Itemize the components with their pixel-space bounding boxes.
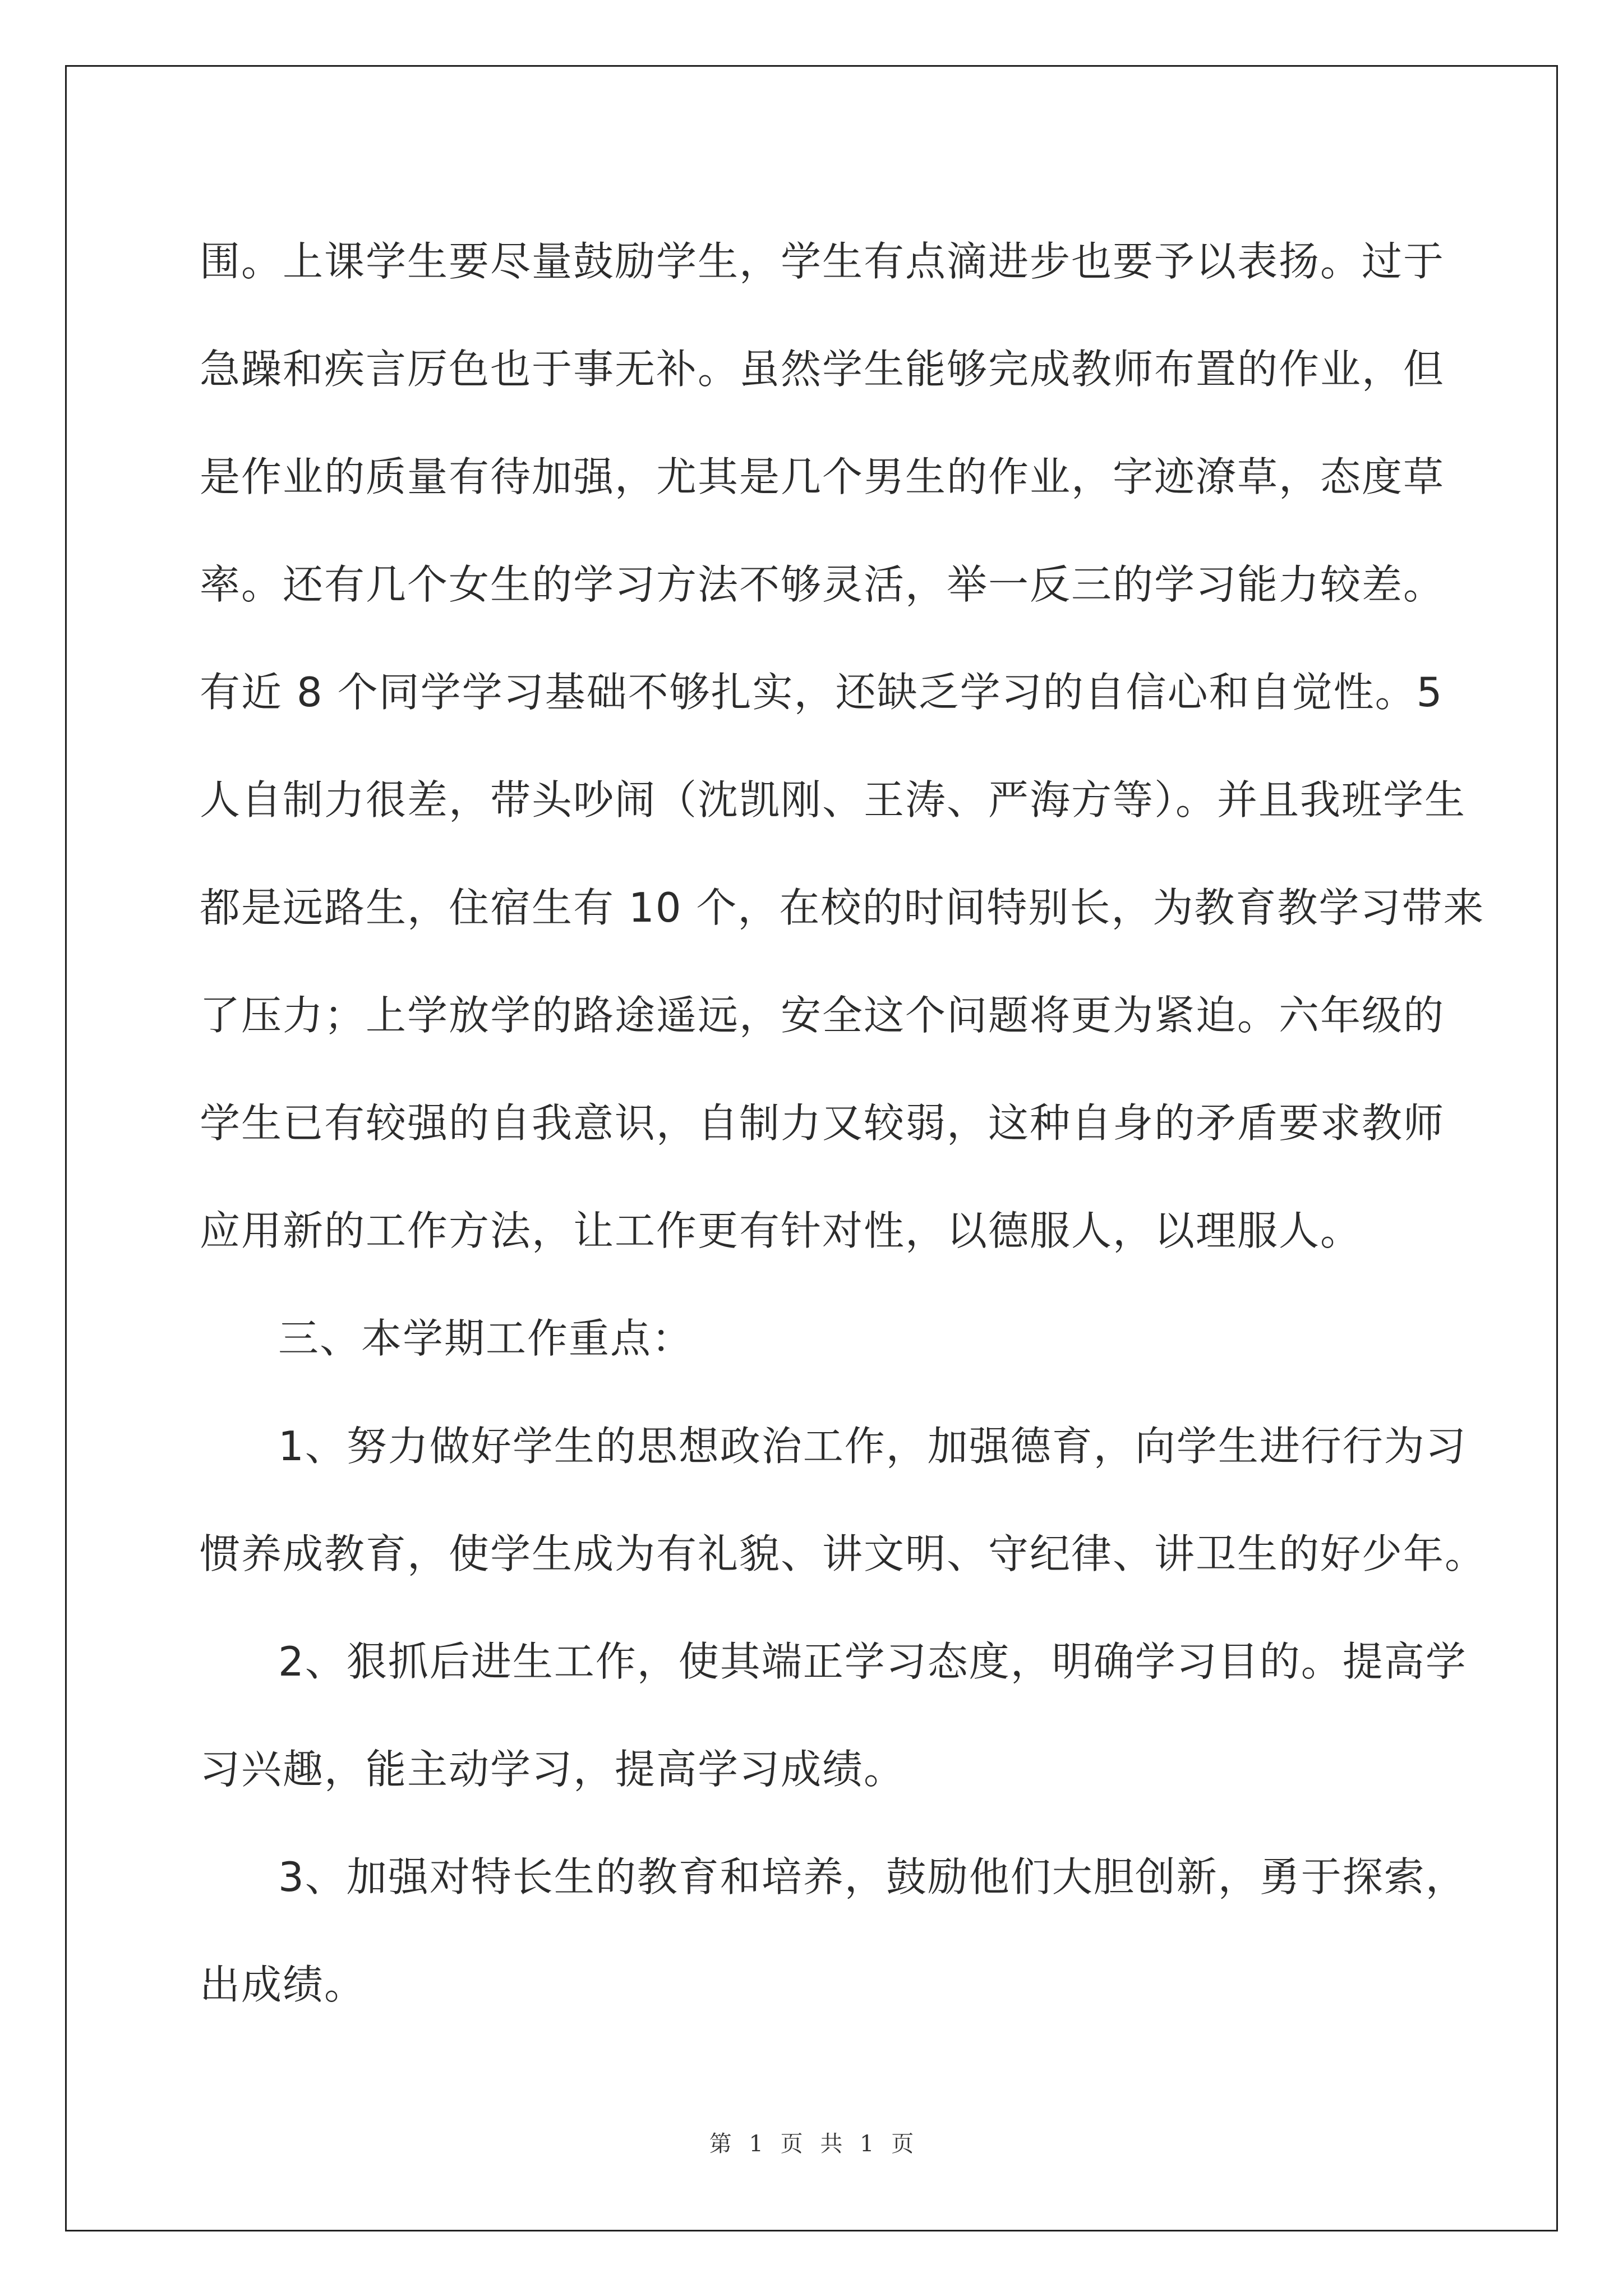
list-item-2-line: 习兴趣，能主动学习，提高学习成绩。 xyxy=(200,1746,906,1793)
page-number-label: 第 1 页 共 1 页 xyxy=(709,2131,914,2157)
body-line: 了压力；上学放学的路途遥远，安全这个问题将更为紧迫。六年级的 xyxy=(200,992,1445,1039)
page-footer xyxy=(0,2126,1623,2158)
list-item-2-line: 2、狠抓后进生工作，使其端正学习态度，明确学习目的。提高学 xyxy=(278,1638,1467,1685)
list-item-3-line: 3、加强对特长生的教育和培养，鼓励他们大胆创新，勇于探索， xyxy=(278,1853,1467,1901)
body-line: 有近 8 个同学学习基础不够扎实，还缺乏学习的自信心和自觉性。5 xyxy=(200,669,1444,716)
body-line: 应用新的工作方法，让工作更有针对性，以德服人，以理服人。 xyxy=(200,1207,1362,1254)
body-line: 都是远路生，住宿生有 10 个，在校的时间特别长，为教育教学习带来 xyxy=(200,884,1485,931)
body-line: 急躁和疾言厉色也于事无补。虽然学生能够完成教师布置的作业，但 xyxy=(200,346,1445,393)
body-line: 率。还有几个女生的学习方法不够灵活，举一反三的学习能力较差。 xyxy=(200,561,1445,608)
document-body xyxy=(200,208,1487,2039)
list-item-3-line: 出成绩。 xyxy=(200,1961,366,2008)
body-line: 围。上课学生要尽量鼓励学生，学生有点滴进步也要予以表扬。过于 xyxy=(200,238,1445,285)
body-line: 是作业的质量有待加强，尤其是几个男生的作业，字迹潦草，态度草 xyxy=(200,453,1445,500)
body-line: 学生已有较强的自我意识，自制力又较弱，这种自身的矛盾要求教师 xyxy=(200,1099,1445,1147)
list-item-1-line: 惯养成教育，使学生成为有礼貌、讲文明、守纪律、讲卫生的好少年。 xyxy=(200,1530,1487,1577)
list-item-1-line: 1、努力做好学生的思想政治工作，加强德育，向学生进行行为习 xyxy=(278,1423,1467,1470)
section-heading: 三、本学期工作重点： xyxy=(278,1315,694,1362)
body-line: 人自制力很差，带头吵闹（沈凯刚、王涛、严海方等）。并且我班学生 xyxy=(200,776,1467,823)
